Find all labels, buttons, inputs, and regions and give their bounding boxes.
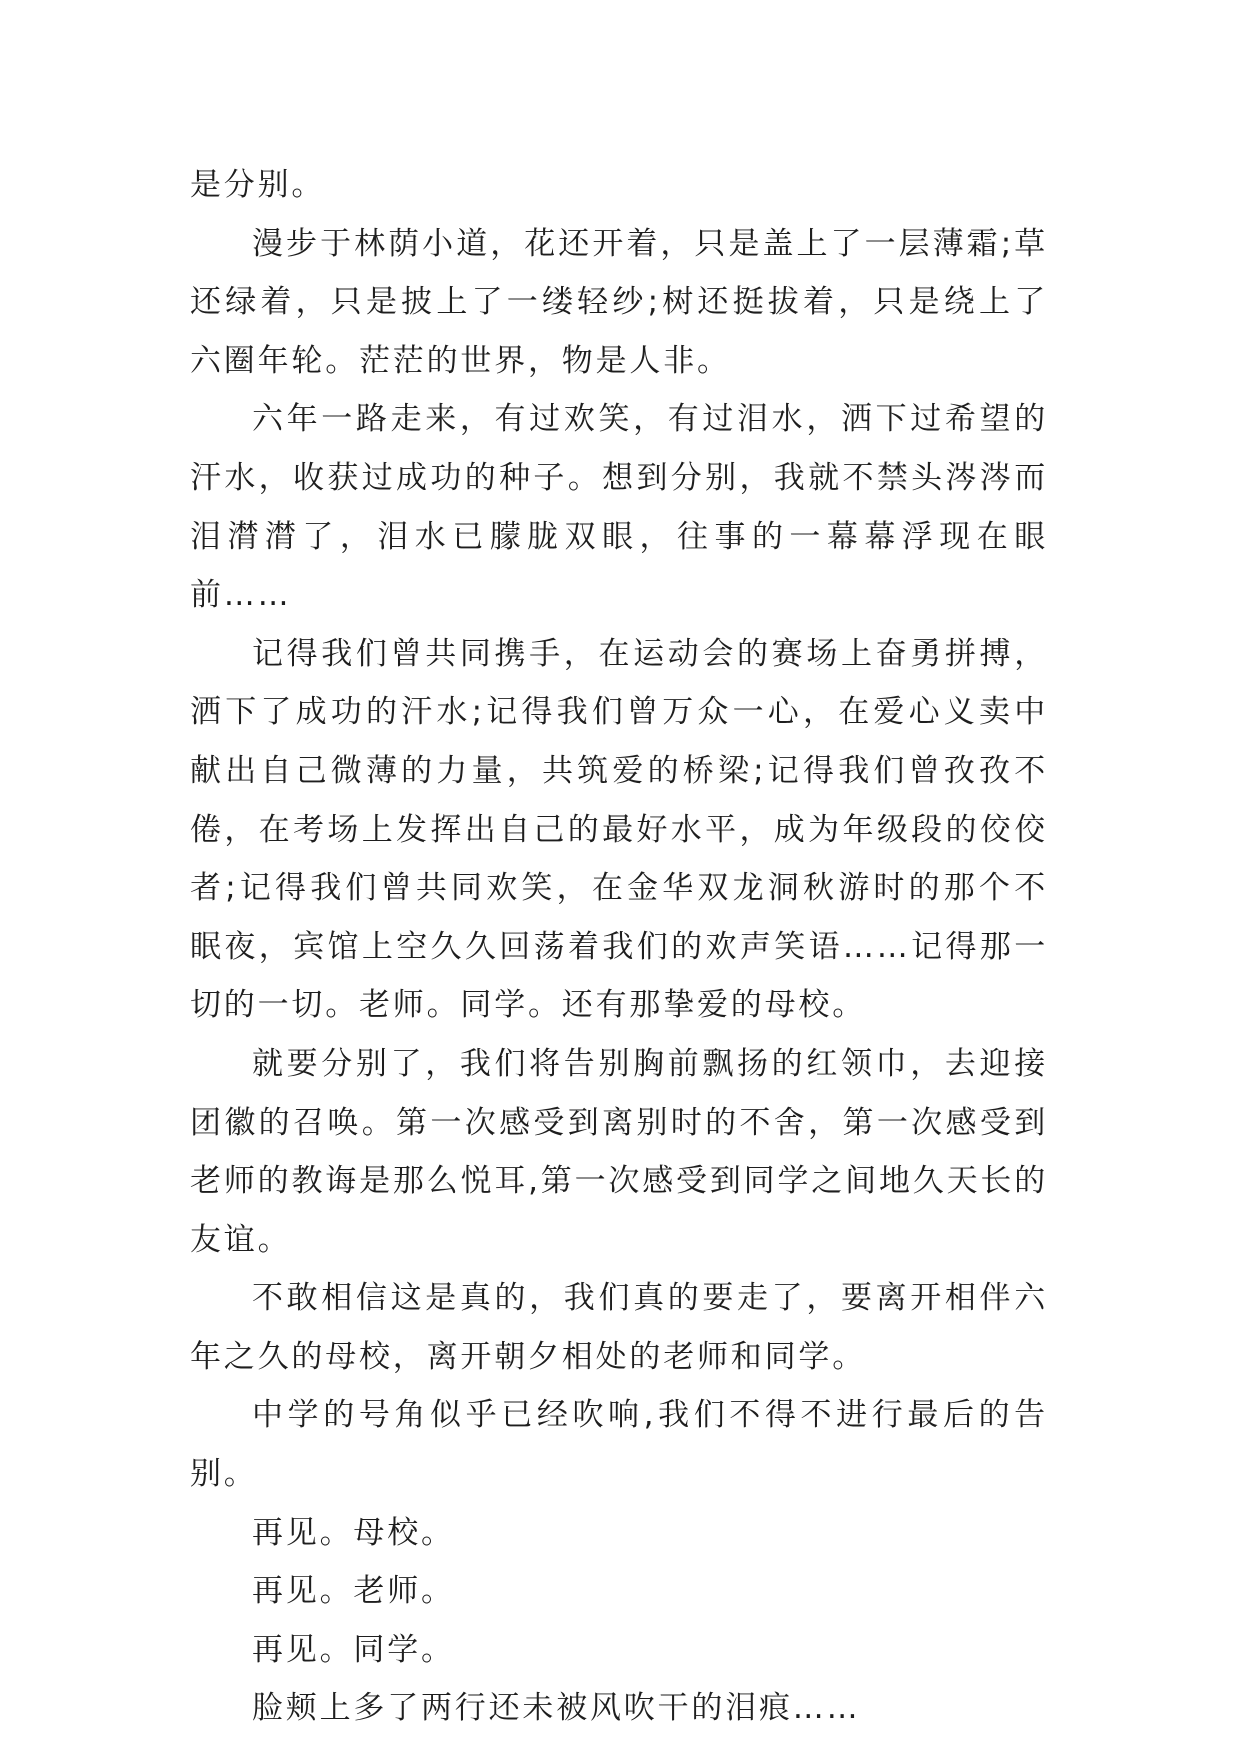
paragraph: 不敢相信这是真的，我们真的要走了，要离开相伴六年之久的母校，离开朝夕相处的老师和同学。 [190,1280,1048,1375]
paragraph: 再见。同学。 [252,1631,455,1668]
paragraph: 再见。老师。 [252,1573,455,1610]
paragraph: 漫步于林荫小道，花还开着，只是盖上了一层薄霜;草还绿着，只是披上了一缕轻纱;树还挺拔着，只是绕上了六圈年轮。茫茫的世界，物是人非。 [190,225,1048,379]
paragraph: 再见。母校。 [252,1514,455,1551]
paragraph: 六年一路走来，有过欢笑，有过泪水，洒下过希望的汗水，收获过成功的种子。想到分别，我就不禁头涔涔而泪潸潸了，泪水已朦胧双眼，往事的一幕幕浮现在眼前…… [190,401,1048,614]
paragraph: 就要分别了，我们将告别胸前飘扬的红领巾，去迎接团徽的召唤。第一次感受到离别时的不舍，第一次感受到老师的教诲是那么悦耳,第一次感受到同学之间地久天长的友谊。 [190,1045,1048,1258]
paragraph-continued: 是分别。 [190,167,326,203]
paragraph: 脸颊上多了两行还未被风吹干的泪痕…… [252,1690,861,1727]
paragraph: 记得我们曾共同携手，在运动会的赛场上奋勇拼搏，洒下了成功的汗水;记得我们曾万众一心，在爱心义卖中献出自己微薄的力量，共筑爱的桥梁;记得我们曾孜孜不倦，在考场上发挥出自己的最好水平，成为年级段的佼佼者;记得我们曾共同欢笑，在金华双龙洞秋游时的那个不眠夜，宾馆上空久久回荡着我们的欢声笑语……记得那一切的一切。老师。同学。还有那挚爱的母校。 [190,635,1048,1024]
paragraph: 中学的号角似乎已经吹响,我们不得不进行最后的告别。 [190,1397,1048,1493]
essay-body [190,156,1048,1738]
